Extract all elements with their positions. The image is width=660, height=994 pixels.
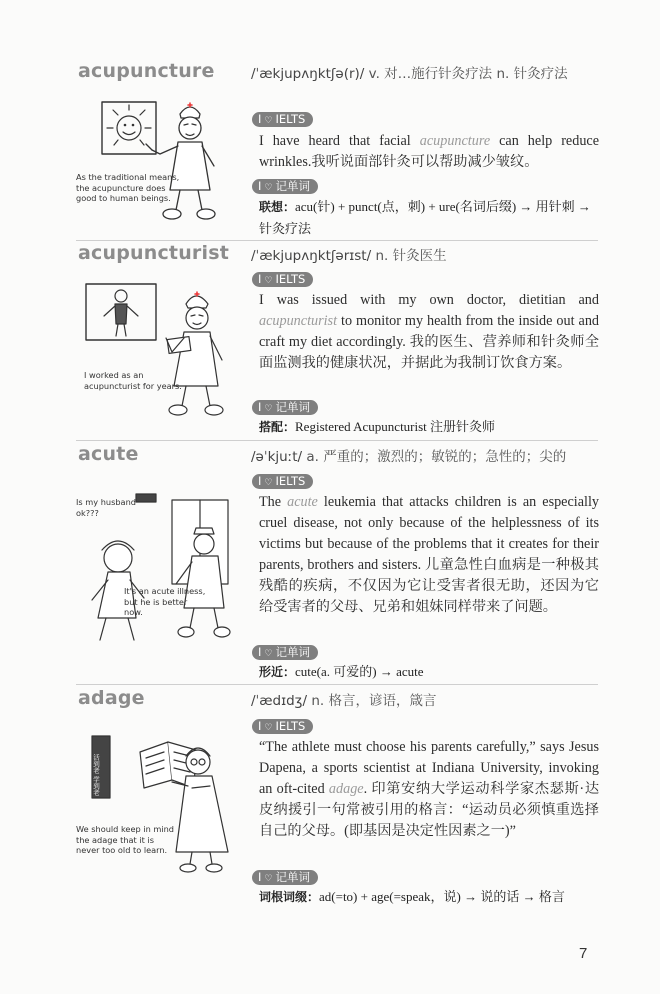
example-translation: 我听说面部针灸可以帮助减少皱纹。 <box>311 154 539 170</box>
note-text: ad(=to) + age(=speak，说) → 说的话 → 格言 <box>319 889 565 904</box>
doctor-illustration <box>72 98 252 226</box>
badge-prefix: I <box>258 870 262 884</box>
headword: adage <box>78 687 145 709</box>
illustration-caption: As the traditional means, the acupuncture does good to human beings. <box>76 172 180 203</box>
memorize-badge <box>252 179 318 194</box>
heart-icon: ♡ <box>264 478 273 488</box>
example-keyword: acupuncturist <box>259 313 338 329</box>
teacher-illustration <box>72 722 252 886</box>
speech-bubble-doctor: It's an acute illness, but he is better now. <box>124 586 206 617</box>
example-keyword: acute <box>287 494 318 510</box>
page-number: 7 <box>579 945 588 962</box>
ielts-badge <box>252 719 313 734</box>
badge-label: IELTS <box>275 474 306 488</box>
heart-icon: ♡ <box>264 116 273 126</box>
memorize-badge <box>252 645 318 660</box>
badge-prefix: I <box>258 272 262 286</box>
example-text: to monitor my health from the inside out and craft my diet accordingly. <box>259 313 600 350</box>
pronunciation-definition <box>251 245 601 267</box>
root-affix-note <box>259 886 604 908</box>
pronunciation-definition <box>251 446 601 468</box>
example-text: I have heard that facial <box>259 133 411 149</box>
book-text: 活到老 学到老 <box>92 754 100 796</box>
memory-note <box>259 196 604 239</box>
phonetic: /əˈkjuːt/ <box>251 449 303 465</box>
definition: n. 针灸医生 <box>375 248 447 264</box>
note-label: 联想： <box>259 200 296 214</box>
example-sentence <box>259 131 599 173</box>
badge-prefix: I <box>258 400 262 414</box>
ielts-badge <box>252 112 313 127</box>
example-keyword: acupuncture <box>419 133 491 149</box>
heart-icon: ♡ <box>264 649 273 659</box>
illustration-caption: I worked as an acupuncturist for years. <box>84 370 182 391</box>
note-label: 形近： <box>259 665 296 679</box>
ielts-badge <box>252 272 313 287</box>
definition: a. 严重的；激烈的；敏锐的；急性的；尖的 <box>306 449 567 465</box>
example-text: I was issued with my own doctor, dietitian and <box>259 292 599 308</box>
phonetic: /ˈækjupʌŋktʃə(r)/ <box>251 66 365 82</box>
example-text: leukemia that attacks children is an especially cruel disease, not only because of the helplessness of its victims but because of the problems that it creates for their parents, brothers and sisters. <box>259 494 599 573</box>
example-translation: 儿童急性白血病是一种极其残酷的疾病，不仅因为它让受害者很无助，还因为它给受害者的父母、兄弟和姐妹同样带来了问题。 <box>259 557 599 615</box>
illustration-caption: We should keep in mind the adage that it is never too old to learn. <box>76 824 175 855</box>
badge-label: 记单词 <box>275 645 310 659</box>
badge-prefix: I <box>258 112 262 126</box>
phonetic: /ˈædɪdʒ/ <box>251 693 308 709</box>
example-text: . <box>363 781 368 797</box>
badge-prefix: I <box>258 719 262 733</box>
badge-label: IELTS <box>275 272 306 286</box>
divider <box>76 240 598 241</box>
pronunciation-definition <box>251 690 601 712</box>
memorize-badge <box>252 870 318 885</box>
badge-prefix: I <box>258 474 262 488</box>
headword: acupuncture <box>78 60 215 82</box>
example-translation: 印第安纳大学运动科学家杰瑟斯·达皮纳援引一句常被引用的格言：“运动员必须慎重选择自己的父母。(即基因是决定性因素之一)” <box>259 781 600 839</box>
badge-label: IELTS <box>275 719 306 733</box>
badge-label: IELTS <box>275 112 306 126</box>
badge-prefix: I <box>258 645 262 659</box>
pronunciation-definition <box>251 63 601 85</box>
example-text: The <box>259 494 282 510</box>
badge-label: 记单词 <box>275 870 310 884</box>
example-keyword: adage <box>328 781 364 797</box>
badge-label: 记单词 <box>275 179 310 193</box>
heart-icon: ♡ <box>264 404 273 414</box>
phonetic: /ˈækjupʌŋktʃərɪst/ <box>251 248 372 264</box>
memorize-badge <box>252 400 318 415</box>
heart-icon: ♡ <box>264 723 273 733</box>
note-text: Registered Acupuncturist 注册针灸师 <box>295 419 496 434</box>
example-sentence <box>259 290 599 374</box>
headword: acute <box>78 443 139 465</box>
example-text: “The athlete must choose his parents carefully,” says Jesus Dapena, a sports scientist at Indiana University, invoking an oft-cited <box>259 739 599 797</box>
note-label: 搭配： <box>259 420 296 434</box>
example-sentence <box>259 492 599 618</box>
headword: acupuncturist <box>78 242 230 264</box>
example-text: can help reduce wrinkles. <box>259 133 600 170</box>
definition: n. 针灸疗法 <box>496 66 568 82</box>
speech-bubble-wife: Is my husband ok??? <box>76 497 136 518</box>
note-label: 词根词缀： <box>259 890 320 904</box>
divider <box>76 684 598 685</box>
example-sentence <box>259 737 599 842</box>
acupuncturist-illustration <box>72 276 252 418</box>
heart-icon: ♡ <box>264 276 273 286</box>
collocation-note <box>259 416 604 438</box>
heart-icon: ♡ <box>264 183 273 193</box>
note-text: cute(a. 可爱的) → acute <box>295 664 424 679</box>
example-translation: 我的医生、营养师和针灸师全面监测我的健康状况，并据此为我制订饮食方案。 <box>259 334 600 371</box>
ielts-badge <box>252 474 313 489</box>
heart-icon: ♡ <box>264 874 273 884</box>
divider <box>76 440 598 441</box>
badge-label: 记单词 <box>275 400 310 414</box>
badge-prefix: I <box>258 179 262 193</box>
note-text: acu(针) + punct(点，刺) + ure(名词后缀) → 用针刺 → 针灸疗法 <box>259 199 591 236</box>
similar-form-note <box>259 661 604 683</box>
definition: n. 格言，谚语，箴言 <box>311 693 437 709</box>
definition: v. 对…施行针灸疗法 <box>368 66 493 82</box>
